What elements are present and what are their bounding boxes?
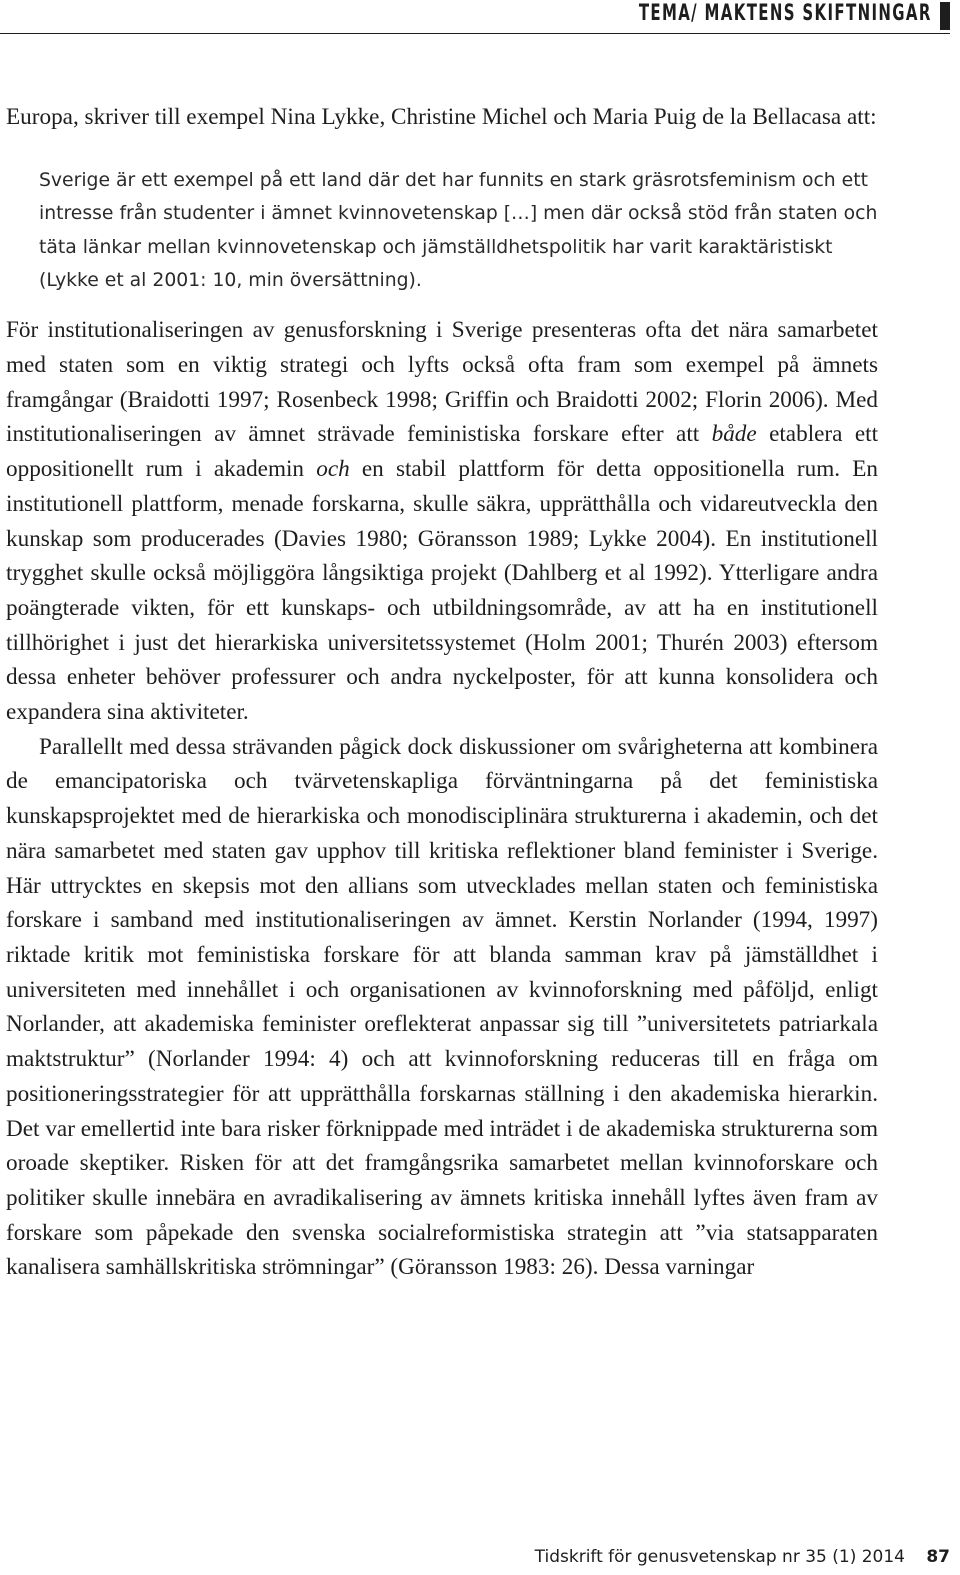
header-rule — [0, 33, 950, 34]
header-marker-bar — [940, 2, 950, 30]
article-body — [6, 100, 878, 1285]
body-paragraph-2: Parallellt med dessa strävanden pågick dock diskussioner om svårigheterna att kombinera de emancipatoriska och tvärvetenskapliga förväntningarna på det feministiska kunskapsprojektet med de hierarkiska och monodisciplinära strukturerna i akademin, och det nära samarbetet med staten gav upphov till kritiska reflektioner bland feminister i Sverige. Här uttrycktes en skepsis mot den allians som utvecklades mellan staten och feministiska forskare i samband med institutionaliseringen av ämnet. Kerstin Norlander (1994, 1997) riktade kritik mot feministiska forskare för att blanda samman krav på jämställdhet i universiteten med innehållet i och organisationen av kvinnoforskning med påföljd, enligt Norlander, att akademiska feminister oreflekterat anpassar sig till ”universitetets patriarkala maktstruktur” (Norlander 1994: 4) och att kvinnoforskning reduceras till en fråga om positioneringsstrategier för att upprätthålla forskarnas ställning i den akademiska hierarkin. Det var emellertid inte bara risker förknippade med inträdet i de akademiska strukturerna som oroade skeptiker. Risken för att det framgångsrika samarbetet mellan kvinnoforskare och politiker skulle innebära en avradikalisering av ämnets kritiska innehåll lyftes även fram av forskare som påpekade den svenska socialreformistiska strategin att ”via statsapparaten kanalisera samhällskritiska strömningar” (Göransson 1983: 26). Dessa varningar — [6, 733, 878, 1281]
page-footer — [0, 1547, 960, 1575]
section-title: TEMA/ MAKTENS SKIFTNINGAR — [639, 1, 932, 26]
paragraph-text: etablera ett oppositionellt rum i akademin — [6, 421, 879, 483]
emphasis-text: och — [316, 456, 350, 483]
page-number: 87 — [926, 1547, 950, 1567]
running-header — [0, 0, 960, 40]
intro-paragraph: Europa, skriver till exempel Nina Lykke, Christine Michel och Maria Puig de la Bellacasa att: — [6, 104, 877, 130]
emphasis-text: både — [711, 421, 757, 448]
block-quote: Sverige är ett exempel på ett land där det har funnits en stark gräsrotsfeminism och ett intresse från studenter i ämnet kvinnovetenskap […] men där också stöd från staten och täta länkar mellan kvinnovetenskap och jämställdhetspolitik har varit karaktäristiskt (Lykke et al 2001: 10, min översättning). — [39, 169, 878, 291]
paragraph-text: För institutionaliseringen av genusforskning i Sverige presenteras ofta det nära samarbetet med staten som en viktig strategi och lyfts också ofta fram som exempel på ämnets framgångar (Braidotti 1997; Rosenbeck 1998; Griffin och Braidotti 2002; Florin 2006). Med institutionaliseringen av ämnet strävade feministiska forskare efter att — [6, 317, 878, 448]
journal-name: Tidskrift för genusvetenskap nr 35 (1) 2014 — [534, 1547, 905, 1567]
body-paragraph-1 — [6, 313, 878, 729]
paragraph-text: en stabil plattform för detta oppositionella rum. En institutionell plattform, menade forskarna, skulle säkra, upprätthålla och vidareutveckla den kunskap som producerades (Davies 1980; Göransson 1989; Lykke 2004). En institutionell trygghet skulle också möjliggöra långsiktiga projekt (Dahlberg et al 1992). Ytterligare andra poängterade vikten, för ett kunskaps- och utbildningsområde, av att ha en institutionell tillhörighet i just det hierarkiska universitetssystemet (Holm 2001; Thurén 2003) eftersom dessa enheter behöver professurer och andra nyckelposter, för att kunna konsolidera och expandera sina aktiviteter. — [6, 456, 878, 726]
